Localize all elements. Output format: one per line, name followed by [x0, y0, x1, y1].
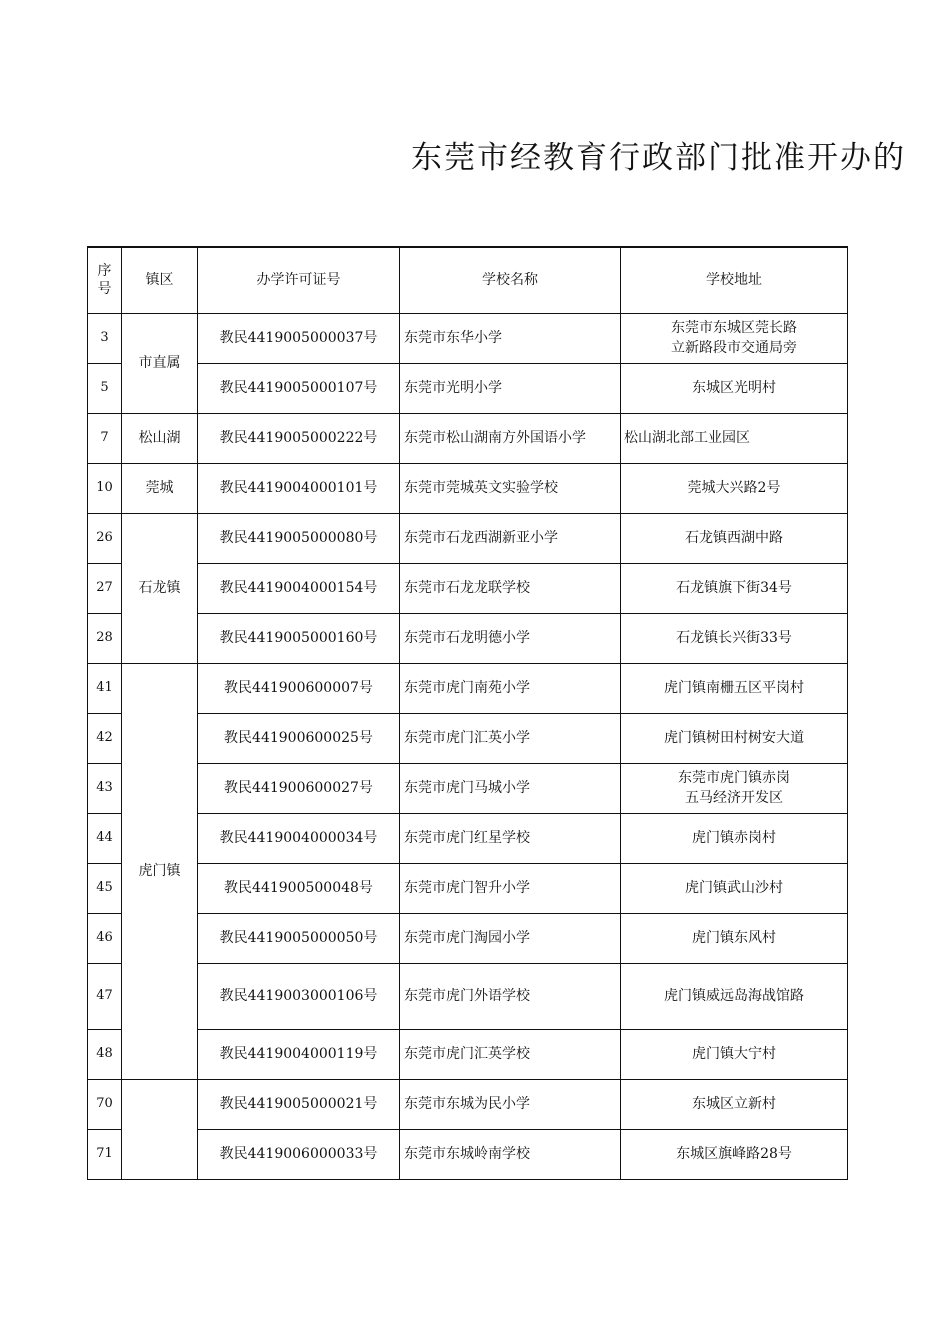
address-cell: [621, 463, 848, 513]
header-seq: 序号: [88, 247, 122, 313]
address-cell: [621, 513, 848, 563]
seq-cell: 47: [88, 963, 122, 1029]
district-cell: 莞城: [122, 463, 198, 513]
district-cell: 虎门镇: [122, 663, 198, 1079]
seq-cell: 48: [88, 1029, 122, 1079]
address-line: 五马经济开发区: [685, 790, 783, 806]
seq-cell: 10: [88, 463, 122, 513]
district-cell: [122, 1079, 198, 1179]
table-row: [88, 763, 848, 813]
seq-cell: 28: [88, 613, 122, 663]
address-line: 石龙镇长兴街33号: [676, 630, 792, 646]
school-name-cell: 东莞市光明小学: [400, 363, 621, 413]
page-title: 东莞市经教育行政部门批准开办的: [411, 140, 906, 176]
address-cell: [621, 913, 848, 963]
address-line: 虎门镇南栅五区平岗村: [664, 680, 804, 696]
seq-cell: 5: [88, 363, 122, 413]
license-cell: 教民4419004000119号: [198, 1029, 400, 1079]
table-row: [88, 1129, 848, 1179]
address-line: 石龙镇旗下街34号: [676, 580, 792, 596]
table-row: [88, 513, 848, 563]
address-line: 松山湖北部工业园区: [624, 430, 750, 446]
address-cell: [621, 1079, 848, 1129]
school-name-cell: 东莞市石龙西湖新亚小学: [400, 513, 621, 563]
address-cell: [621, 413, 848, 463]
district-cell: 松山湖: [122, 413, 198, 463]
table-row: [88, 1079, 848, 1129]
school-name-cell: 东莞市虎门外语学校: [400, 963, 621, 1029]
address-line: 东城区光明村: [692, 380, 776, 396]
table-row: [88, 913, 848, 963]
school-name-cell: 东莞市虎门汇英小学: [400, 713, 621, 763]
license-cell: 教民441900600007号: [198, 663, 400, 713]
table-row: [88, 813, 848, 863]
seq-cell: 41: [88, 663, 122, 713]
seq-cell: 70: [88, 1079, 122, 1129]
license-cell: 教民4419005000222号: [198, 413, 400, 463]
address-line: 东莞市虎门镇赤岗: [678, 770, 790, 786]
school-name-cell: 东莞市莞城英文实验学校: [400, 463, 621, 513]
table-row: [88, 463, 848, 513]
seq-cell: 42: [88, 713, 122, 763]
table-row: [88, 313, 848, 363]
table-row: [88, 863, 848, 913]
seq-cell: 3: [88, 313, 122, 363]
header-license: 办学许可证号: [198, 247, 400, 313]
seq-cell: 45: [88, 863, 122, 913]
seq-cell: 46: [88, 913, 122, 963]
address-line: 东城区立新村: [692, 1096, 776, 1112]
table-row: [88, 713, 848, 763]
school-name-cell: 东莞市东城为民小学: [400, 1079, 621, 1129]
address-line: 虎门镇东风村: [692, 930, 776, 946]
header-district: 镇区: [122, 247, 198, 313]
address-cell: [621, 713, 848, 763]
license-cell: 教民4419005000080号: [198, 513, 400, 563]
address-cell: [621, 363, 848, 413]
address-line: 虎门镇树田村树安大道: [664, 730, 804, 746]
seq-cell: 71: [88, 1129, 122, 1179]
school-table: [87, 246, 848, 1180]
school-name-cell: 东莞市虎门淘园小学: [400, 913, 621, 963]
address-line: 石龙镇西湖中路: [685, 530, 783, 546]
header-name: 学校名称: [400, 247, 621, 313]
table-row: [88, 663, 848, 713]
address-cell: [621, 313, 848, 363]
table-row: [88, 563, 848, 613]
address-cell: [621, 563, 848, 613]
school-name-cell: 东莞市虎门汇英学校: [400, 1029, 621, 1079]
address-line: 虎门镇赤岗村: [692, 830, 776, 846]
table-row: [88, 963, 848, 1029]
license-cell: 教民4419005000021号: [198, 1079, 400, 1129]
license-cell: 教民4419005000050号: [198, 913, 400, 963]
seq-cell: 7: [88, 413, 122, 463]
address-line: 虎门镇威远岛海战馆路: [664, 988, 804, 1004]
table-row: [88, 1029, 848, 1079]
seq-cell: 27: [88, 563, 122, 613]
license-cell: 教民441900600025号: [198, 713, 400, 763]
school-name-cell: 东莞市东华小学: [400, 313, 621, 363]
school-name-cell: 东莞市虎门智升小学: [400, 863, 621, 913]
license-cell: 教民4419005000160号: [198, 613, 400, 663]
school-name-cell: 东莞市虎门马城小学: [400, 763, 621, 813]
license-cell: 教民4419005000107号: [198, 363, 400, 413]
district-cell: 市直属: [122, 313, 198, 413]
school-name-cell: 东莞市虎门红星学校: [400, 813, 621, 863]
address-line: 莞城大兴路2号: [687, 480, 781, 496]
address-line: 虎门镇大宁村: [692, 1046, 776, 1062]
license-cell: 教民441900500048号: [198, 863, 400, 913]
address-cell: [621, 763, 848, 813]
table-row: [88, 363, 848, 413]
table-row: [88, 613, 848, 663]
address-cell: [621, 813, 848, 863]
school-name-cell: 东莞市松山湖南方外国语小学: [400, 413, 621, 463]
license-cell: 教民4419004000154号: [198, 563, 400, 613]
address-line: 东城区旗峰路28号: [676, 1146, 792, 1162]
seq-cell: 44: [88, 813, 122, 863]
header-address: 学校地址: [621, 247, 848, 313]
table-row: [88, 413, 848, 463]
seq-cell: 43: [88, 763, 122, 813]
license-cell: 教民4419004000034号: [198, 813, 400, 863]
table-header-row: [88, 247, 848, 313]
address-cell: [621, 863, 848, 913]
address-cell: [621, 1129, 848, 1179]
license-cell: 教民441900600027号: [198, 763, 400, 813]
license-cell: 教民4419006000033号: [198, 1129, 400, 1179]
license-cell: 教民4419003000106号: [198, 963, 400, 1029]
address-cell: [621, 663, 848, 713]
address-line: 虎门镇武山沙村: [685, 880, 783, 896]
address-line: 立新路段市交通局旁: [671, 340, 797, 356]
school-name-cell: 东莞市虎门南苑小学: [400, 663, 621, 713]
district-cell: 石龙镇: [122, 513, 198, 663]
address-cell: [621, 613, 848, 663]
address-cell: [621, 963, 848, 1029]
school-name-cell: 东莞市石龙明德小学: [400, 613, 621, 663]
license-cell: 教民4419005000037号: [198, 313, 400, 363]
address-cell: [621, 1029, 848, 1079]
address-line: 东莞市东城区莞长路: [671, 320, 797, 336]
school-name-cell: 东莞市石龙龙联学校: [400, 563, 621, 613]
license-cell: 教民4419004000101号: [198, 463, 400, 513]
school-name-cell: 东莞市东城岭南学校: [400, 1129, 621, 1179]
seq-cell: 26: [88, 513, 122, 563]
